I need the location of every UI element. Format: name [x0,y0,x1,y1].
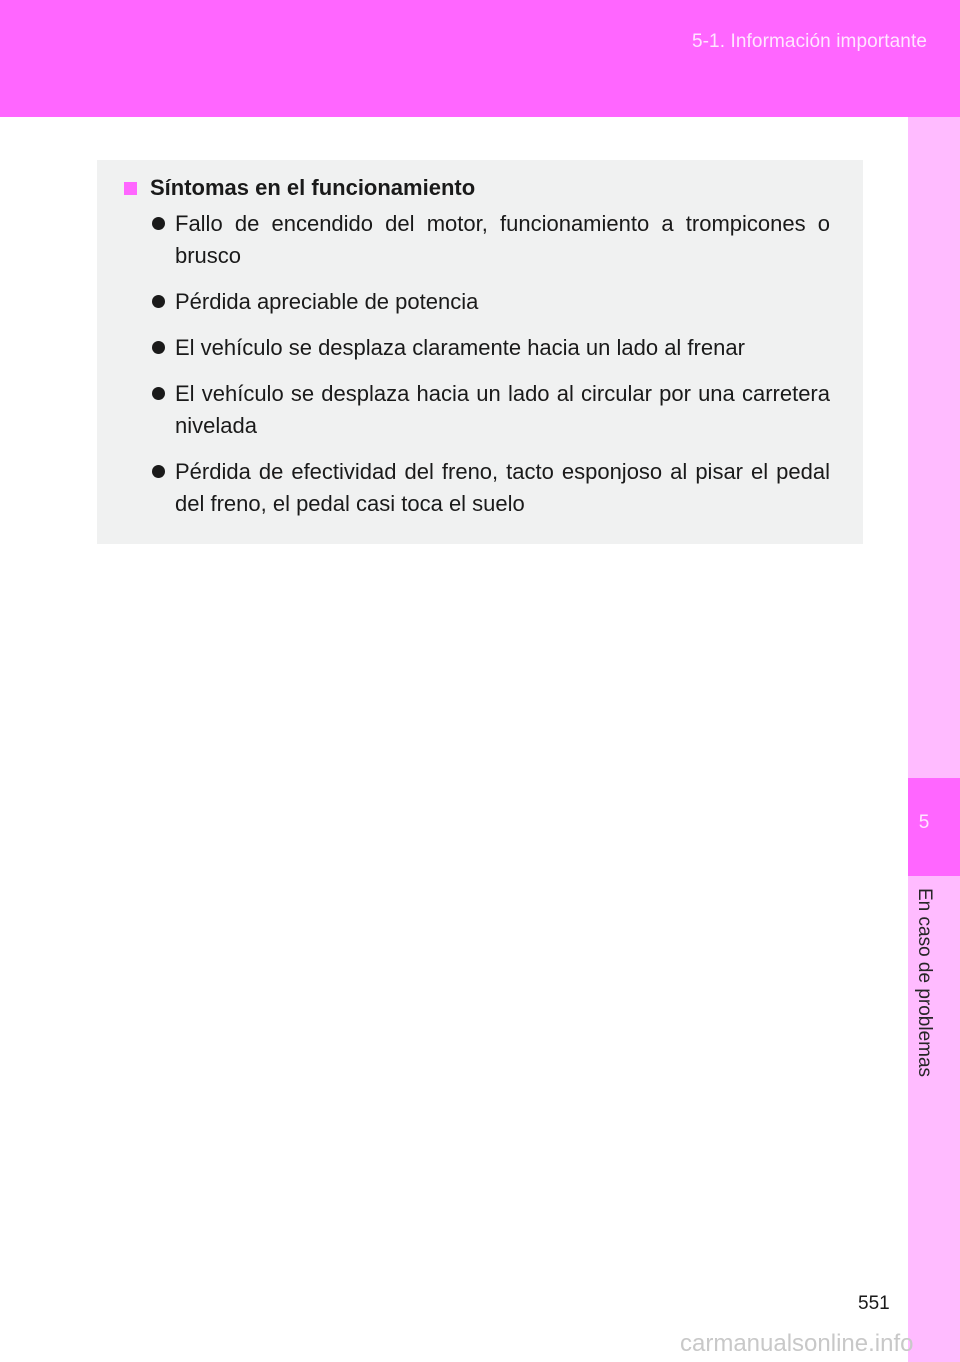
list-item-text: El vehículo se desplaza claramente hacia un lado al frenar [175,335,745,360]
page-number: 551 [858,1293,890,1314]
bullet-dot-icon [152,217,165,230]
chapter-number: 5 [918,812,930,833]
list-item-text: Pérdida apreciable de potencia [175,289,479,314]
list-item-text: Pérdida de efectividad del freno, tacto esponjoso al pisar el pedal del freno, el pedal casi toca el suelo [175,459,830,516]
list-item [151,456,830,520]
header-band [0,0,960,117]
list-item-text: El vehículo se desplaza hacia un lado al circular por una carretera nivelada [175,381,830,438]
bullet-dot-icon [152,387,165,400]
watermark: carmanualsonline.info [680,1330,914,1357]
list-item [151,208,830,272]
list-item [151,378,830,442]
box-heading-text: Síntomas en el funcionamiento [150,175,476,200]
bullet-dot-icon [152,341,165,354]
section-title: 5-1. Información importante [691,31,927,52]
list-item [151,286,830,318]
symptoms-box [97,160,863,544]
box-heading [124,175,475,201]
list-item [151,332,830,364]
bullet-dot-icon [152,295,165,308]
symptom-list [151,208,830,534]
list-item-text: Fallo de encendido del motor, funcionamiento a trompicones o brusco [175,211,830,268]
square-bullet-icon [124,182,137,195]
chapter-side-tab [908,117,960,1362]
chapter-label: En caso de problemas [914,888,935,1078]
bullet-dot-icon [152,465,165,478]
